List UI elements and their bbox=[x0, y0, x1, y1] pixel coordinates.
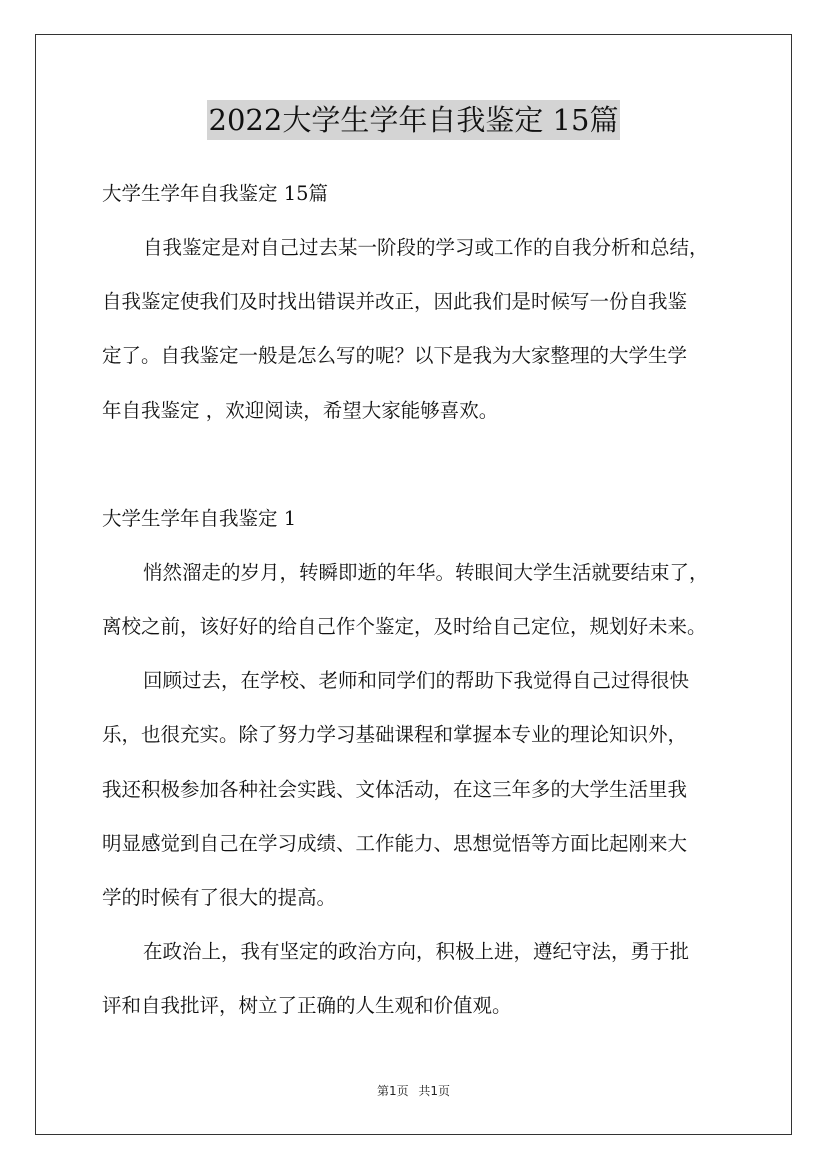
body-line-4: 乐，也很充实。除了努力学习基础课程和掌握本专业的理论知识外， bbox=[102, 723, 688, 746]
subtitle: 大学生学年自我鉴定 15篇 bbox=[102, 182, 329, 205]
body-line-3: 回顾过去，在学校、老师和同学们的帮助下我觉得自己过得很快 bbox=[143, 669, 690, 692]
page-total: 共1页 bbox=[418, 1084, 451, 1098]
intro-line-1: 自我鉴定是对自己过去某一阶段的学习或工作的自我分析和总结， bbox=[143, 236, 709, 259]
intro-line-3: 定了。自我鉴定一般是怎么写的呢？以下是我为大家整理的大学生学 bbox=[102, 344, 688, 367]
body-line-6: 明显感觉到自己在学习成绩、工作能力、思想觉悟等方面比起刚来大 bbox=[102, 832, 688, 855]
body-line-9: 评和自我批评，树立了正确的人生观和价值观。 bbox=[102, 994, 512, 1017]
body-line-7: 学的时候有了很大的提高。 bbox=[102, 886, 337, 909]
body-line-1: 悄然溜走的岁月，转瞬即逝的年华。转眼间大学生活就要结束了， bbox=[143, 561, 709, 584]
title-container bbox=[0, 100, 827, 140]
page-footer bbox=[0, 1083, 827, 1099]
intro-line-4: 年自我鉴定 ，欢迎阅读，希望大家能够喜欢。 bbox=[102, 399, 499, 422]
body-line-8: 在政治上，我有坚定的政治方向，积极上进，遵纪守法，勇于批 bbox=[143, 940, 690, 963]
document-title: 2022大学生学年自我鉴定 15篇 bbox=[207, 100, 621, 140]
section-heading: 大学生学年自我鉴定 1 bbox=[102, 507, 297, 530]
body-line-2: 离校之前，该好好的给自己作个鉴定，及时给自己定位，规划好未来。 bbox=[102, 615, 707, 638]
page-number: 第1页 bbox=[376, 1084, 409, 1098]
body-line-5: 我还积极参加各种社会实践、文体活动，在这三年多的大学生活里我 bbox=[102, 778, 688, 801]
intro-line-2: 自我鉴定使我们及时找出错误并改正，因此我们是时候写一份自我鉴 bbox=[102, 290, 688, 313]
